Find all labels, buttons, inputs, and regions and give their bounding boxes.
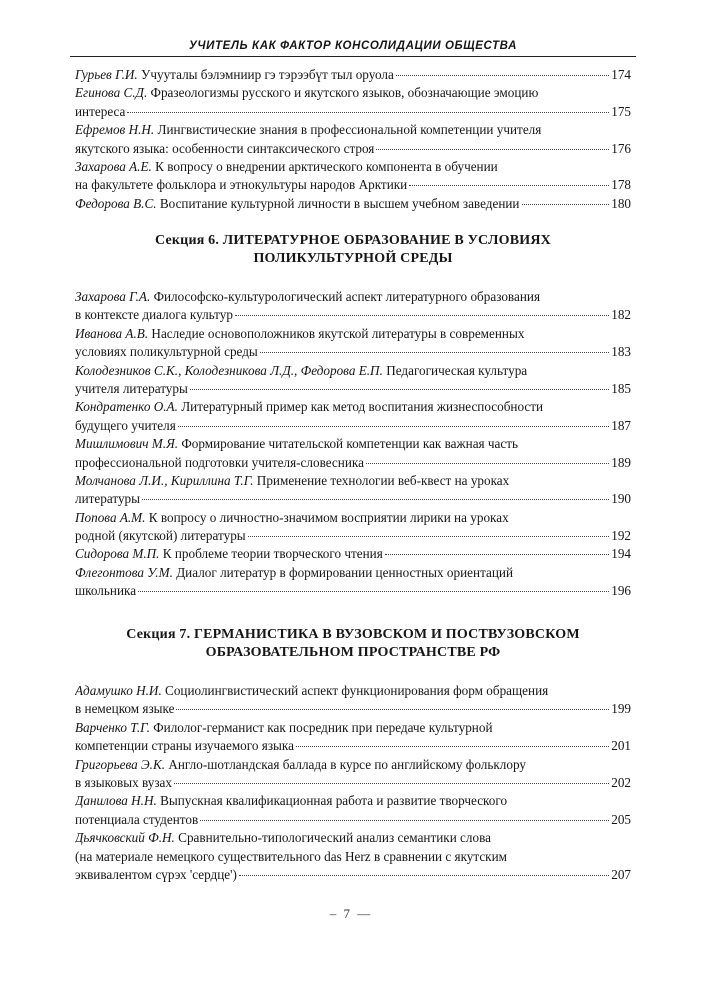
toc-entry-author: Данилова Н.Н. <box>75 793 157 809</box>
toc-entry-page-number: 175 <box>611 103 631 119</box>
toc-entry-title: Лингвистические знания в профессиональной компетенции учителя <box>157 122 542 138</box>
section-7-title-line-2: ОБРАЗОВАТЕЛЬНОМ ПРОСТРАНСТВЕ РФ <box>205 645 501 660</box>
toc-entry-line <box>75 811 631 829</box>
toc-entry-text <box>75 325 631 343</box>
toc-entry-author: Кондратенко О.А. <box>75 399 178 415</box>
toc-entry-author: Федорова В.С. <box>75 195 157 211</box>
toc-entry[interactable] <box>75 564 631 601</box>
toc-block-previous-section <box>75 66 631 213</box>
toc-entry-page-number: 187 <box>611 417 631 433</box>
toc-entry-text <box>75 103 125 121</box>
toc-entry-page-number: 201 <box>611 738 631 754</box>
toc-entry[interactable] <box>75 792 631 829</box>
toc-entry-line <box>75 380 631 398</box>
toc-entry-title: К проблеме теории творческого чтения <box>162 546 383 562</box>
toc-entry-author: Мишлимович М.Я. <box>75 436 179 452</box>
toc-entry[interactable] <box>75 472 631 509</box>
section-7-title <box>75 626 631 662</box>
toc-entry-line <box>75 306 631 324</box>
toc-entry-title: профессиональной подготовки учителя-словесника <box>75 454 364 470</box>
section-7-title-line-1: Секция 7. ГЕРМАНИСТИКА В ВУЗОВСКОМ И ПОСТВУЗОВСКОМ <box>126 627 580 642</box>
toc-entry-text <box>75 435 631 453</box>
toc-entry-text <box>75 121 631 139</box>
toc-entry-page-number: 196 <box>611 583 631 599</box>
toc-dot-leader <box>260 352 609 353</box>
toc-dot-leader <box>366 463 609 464</box>
toc-entry-line <box>75 66 631 84</box>
toc-entry-author: Колодезников С.К., Колодезникова Л.Д., Федорова Е.П. <box>75 362 383 378</box>
toc-entry-title: на факультете фольклора и этнокультуры народов Арктики <box>75 177 408 193</box>
toc-entry[interactable] <box>75 509 631 546</box>
toc-entry-line <box>75 866 631 884</box>
toc-entry-author: Захарова Г.А. <box>75 289 151 304</box>
toc-entry[interactable] <box>75 362 631 399</box>
toc-dot-leader <box>409 185 609 186</box>
toc-entry[interactable] <box>75 195 631 213</box>
toc-entry-title: литературы <box>75 491 140 507</box>
toc-entry-line <box>75 700 631 718</box>
toc-entry-text <box>75 84 631 102</box>
toc-entry-title: Воспитание культурной личности в высшем учебном заведении <box>159 195 520 211</box>
toc-entry-title: родной (якутской) литературы <box>75 528 246 544</box>
toc-entry-title: компетенции страны изучаемого языка <box>75 738 294 754</box>
toc-entry-text <box>75 362 631 380</box>
toc-entry-line <box>75 792 631 810</box>
toc-entry-title: интереса <box>75 103 126 119</box>
running-header: УЧИТЕЛЬ КАК ФАКТОР КОНСОЛИДАЦИИ ОБЩЕСТВА <box>70 40 636 57</box>
toc-entry-page-number: 192 <box>611 528 631 544</box>
toc-entry[interactable] <box>75 288 631 325</box>
toc-entry-page-number: 180 <box>611 195 631 211</box>
toc-entry-line <box>75 774 631 792</box>
toc-entry-text <box>75 306 233 324</box>
toc-entry-text <box>75 490 140 508</box>
toc-entry-line <box>75 472 631 490</box>
toc-entry-text <box>75 774 172 792</box>
toc-entry-line <box>75 158 631 176</box>
toc-entry-title: учителя литературы <box>75 380 188 396</box>
toc-entry-author: Сидорова М.П. <box>75 546 160 562</box>
toc-entry-line <box>75 103 631 121</box>
toc-entry-page-number: 207 <box>611 866 631 882</box>
toc-entry-author: Егинова С.Д. <box>75 85 148 101</box>
page-footer <box>0 906 704 922</box>
toc-entry-line <box>75 527 631 545</box>
toc-entry-page-number: 202 <box>611 774 631 790</box>
toc-entry-author: Попова А.М. <box>75 509 146 525</box>
toc-entry-text <box>75 195 520 213</box>
toc-entry-page-number: 189 <box>611 454 631 470</box>
toc-entry-text <box>75 288 631 306</box>
toc-entry-line <box>75 435 631 453</box>
section-6-title-line-1: Секция 6. ЛИТЕРАТУРНОЕ ОБРАЗОВАНИЕ В УСЛОВИЯХ <box>155 233 551 248</box>
toc-entry-author: Молчанова Л.И., Кириллина Т.Г. <box>75 472 254 488</box>
toc-dot-leader <box>190 389 609 390</box>
toc-dot-leader <box>178 426 609 427</box>
toc-entry-line <box>75 545 631 563</box>
toc-entry-text <box>75 527 246 545</box>
toc-entry-title: Формирование читательской компетенции как важная часть <box>181 436 519 452</box>
toc-block-section-7 <box>75 682 631 884</box>
toc-entry-text <box>75 756 631 774</box>
toc-entry[interactable] <box>75 719 631 756</box>
toc-entry-line <box>75 454 631 472</box>
toc-entry-line <box>75 398 631 416</box>
toc-entry-line <box>75 682 631 700</box>
toc-entry-title: Применение технологии веб-квест на уроках <box>256 472 510 488</box>
toc-dot-leader <box>200 820 609 821</box>
toc-entry-page-number: 174 <box>611 67 631 82</box>
toc-entry[interactable] <box>75 829 631 884</box>
toc-entry-text <box>75 140 374 158</box>
toc-entry[interactable] <box>75 682 631 719</box>
toc-entry-author: Григорьева Э.К. <box>75 756 166 772</box>
page-number: 7 <box>343 906 354 921</box>
toc-entry-author: Дьячковский Ф.Н. <box>75 830 175 846</box>
toc-entry-title: в языковых вузах <box>75 774 172 790</box>
toc-entry-line <box>75 195 631 213</box>
toc-entry-title: (на материале немецкого существительного das Herz в сравнении с якутским <box>75 848 507 864</box>
toc-entry-page-number: 199 <box>611 701 631 717</box>
toc-entry-title: потенциала студентов <box>75 811 199 827</box>
toc-entry-line <box>75 756 631 774</box>
toc-dot-leader <box>248 536 610 537</box>
toc-entry-text <box>75 737 294 755</box>
toc-entry-text <box>75 417 176 435</box>
toc-entry-title: Диалог литератур в формировании ценностных ориентаций <box>176 564 514 580</box>
toc-entry-title: Учууталы бэлэмниир гэ тэрээбүт тыл оруола <box>141 67 394 82</box>
toc-entry-title: будущего учителя <box>75 417 176 433</box>
toc-entry-page-number: 194 <box>611 546 631 562</box>
toc-entry[interactable] <box>75 398 631 435</box>
footer-dash-left: – <box>329 906 341 921</box>
toc-entry-page-number: 178 <box>611 177 631 193</box>
toc-dot-leader <box>385 554 609 555</box>
toc-entry-author: Гурьев Г.И. <box>75 67 138 82</box>
toc-entry[interactable] <box>75 545 631 563</box>
toc-dot-leader <box>138 591 609 592</box>
toc-entry-author: Ефремов Н.Н. <box>75 122 155 138</box>
toc-entry-title: К вопросу о внедрении арктического компонента в обучении <box>155 158 498 174</box>
toc-entry-line <box>75 140 631 158</box>
toc-entry-line <box>75 84 631 102</box>
toc-entry-line <box>75 417 631 435</box>
section-6-title-line-2: ПОЛИКУЛЬТУРНОЙ СРЕДЫ <box>253 251 453 266</box>
toc-entry-text <box>75 829 631 847</box>
toc-entry[interactable] <box>75 84 631 121</box>
toc-entry-text <box>75 545 383 563</box>
toc-entry-title: в контексте диалога культур <box>75 307 233 323</box>
toc-entry-title: Литературный пример как метод воспитания жизнеспособности <box>181 399 544 415</box>
section-6-title <box>75 232 631 268</box>
toc-entry-page-number: 185 <box>611 380 631 396</box>
toc-entry-line <box>75 509 631 527</box>
toc-dot-leader <box>522 204 610 205</box>
toc-entry-text <box>75 866 237 884</box>
toc-entry-line <box>75 362 631 380</box>
toc-entry-text <box>75 682 631 700</box>
toc-entry-line <box>75 288 631 306</box>
toc-dot-leader <box>142 499 609 500</box>
toc-entry-text <box>75 719 631 737</box>
toc-entry-page-number: 190 <box>611 491 631 507</box>
toc-entry-line <box>75 719 631 737</box>
toc-dot-leader <box>239 875 609 876</box>
footer-dash-right: — <box>357 906 375 921</box>
toc-dot-leader <box>174 783 609 784</box>
toc-entry-text <box>75 176 407 194</box>
toc-entry-page-number: 183 <box>611 344 631 360</box>
toc-entry-text <box>75 700 174 718</box>
toc-entry[interactable] <box>75 121 631 158</box>
toc-entry-text <box>75 398 631 416</box>
toc-entry-text <box>75 158 631 176</box>
toc-entry-text <box>75 454 364 472</box>
toc-entry-line <box>75 121 631 139</box>
toc-dot-leader <box>376 149 609 150</box>
toc-entry-text <box>75 792 631 810</box>
toc-entry-author: Захарова А.Е. <box>75 158 152 174</box>
toc-entry-line <box>75 848 631 866</box>
toc-entry-page-number: 205 <box>611 811 631 827</box>
toc-entry-text <box>75 582 136 600</box>
toc-entry[interactable] <box>75 66 631 84</box>
toc-entry[interactable] <box>75 158 631 195</box>
toc-dot-leader <box>296 746 609 747</box>
toc-entry-title: Фразеологизмы русского и якутского языков, обозначающие эмоцию <box>150 85 539 101</box>
toc-entry-line <box>75 490 631 508</box>
toc-entry-title: Филолог-германист как посредник при передаче культурной <box>153 719 493 735</box>
toc-dot-leader <box>127 112 609 113</box>
toc-entry-text <box>75 564 631 582</box>
toc-entry-line <box>75 325 631 343</box>
toc-entry-title: Педагогическая культура <box>386 362 528 378</box>
toc-entry-author: Иванова А.В. <box>75 325 149 341</box>
toc-entry-title: эквивалентом сүрэх 'сердце') <box>75 866 237 882</box>
toc-entry-text <box>75 509 631 527</box>
toc-entry-author: Адамушко Н.И. <box>75 683 162 698</box>
toc-entry-title: Сравнительно-типологический анализ семантики слова <box>178 830 491 846</box>
toc-entry-page-number: 182 <box>611 307 631 323</box>
toc-entry-author: Флегонтова У.М. <box>75 564 173 580</box>
toc-entry-text <box>75 380 188 398</box>
toc-entry-line <box>75 343 631 361</box>
toc-entry-title: К вопросу о личностно-значимом восприятии лирики на уроках <box>148 509 509 525</box>
toc-entry-line <box>75 564 631 582</box>
toc-dot-leader <box>396 75 609 76</box>
toc-entry-line <box>75 829 631 847</box>
toc-entry-text <box>75 848 631 866</box>
toc-entry[interactable] <box>75 756 631 793</box>
toc-entry-text <box>75 66 394 84</box>
toc-entry[interactable] <box>75 325 631 362</box>
toc-entry-author: Варченко Т.Г. <box>75 719 150 735</box>
toc-entry-title: Выпускная квалификационная работа и развитие творческого <box>160 793 508 809</box>
toc-entry-text <box>75 811 198 829</box>
toc-entry-page-number: 176 <box>611 140 631 156</box>
toc-entry-line <box>75 737 631 755</box>
toc-entry-text <box>75 472 631 490</box>
toc-entry-line <box>75 176 631 194</box>
toc-entry-text <box>75 343 258 361</box>
toc-entry-title: условиях поликультурной среды <box>75 344 258 360</box>
toc-entry[interactable] <box>75 435 631 472</box>
toc-dot-leader <box>235 315 609 316</box>
toc-entry-line <box>75 582 631 600</box>
toc-entry-title: Философско-культурологический аспект литературного образования <box>153 289 541 304</box>
toc-entry-title: якутского языка: особенности синтаксического строя <box>75 140 375 156</box>
toc-block-section-6 <box>75 288 631 601</box>
toc-dot-leader <box>176 709 609 710</box>
toc-entry-title: Англо-шотландская баллада в курсе по английскому фольклору <box>168 756 526 772</box>
toc-entry-title: Наследие основоположников якутской литературы в современных <box>151 325 525 341</box>
toc-entry-title: Социолингвистический аспект функционирования форм обращения <box>165 683 549 698</box>
toc-entry-title: в немецком языке <box>75 701 175 717</box>
toc-entry-title: школьника <box>75 583 137 599</box>
